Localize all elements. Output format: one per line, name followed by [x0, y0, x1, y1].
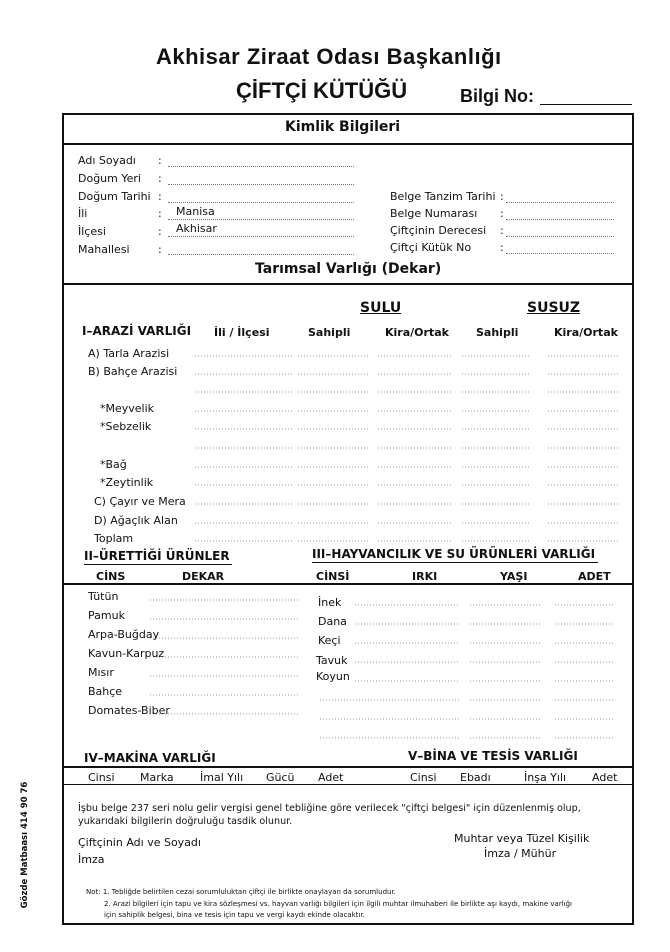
dogum-yeri-label: Doğum Yeri [78, 172, 141, 185]
col-cins: CİNS [96, 570, 126, 583]
hayvan-item: Dana [318, 615, 347, 628]
col-imal-yili: İmal Yılı [200, 771, 244, 784]
dogum-tarihi-label: Doğum Tarihi [78, 190, 151, 203]
adi-soyadi-label: Adı Soyadı [78, 154, 136, 167]
colon: : [500, 224, 504, 237]
ili-value[interactable]: Manisa [176, 205, 215, 218]
farmer-sign-label: İmza [78, 853, 105, 866]
colon: : [500, 241, 504, 254]
colon: : [158, 225, 162, 238]
col-irki: IRKI [412, 570, 438, 583]
sulu-header: SULU [360, 300, 402, 316]
farmer-name-label: Çiftçinin Adı ve Soyadı [78, 836, 201, 849]
row-bahce-arazisi: B) Bahçe Arazisi [88, 365, 178, 378]
row-agaclik-alan: D) Ağaçlık Alan [94, 514, 178, 527]
col-ebadi: Ebadı [460, 771, 491, 784]
colon: : [158, 172, 162, 185]
col-bina-adet: Adet [592, 771, 618, 784]
colon: : [158, 243, 162, 256]
muhtar-label: Muhtar veya Tüzel Kişilik [454, 832, 590, 845]
row-sebzelik: *Sebzelik [100, 420, 152, 433]
note-line1: Not: 1. Tebliğde belirtilen cezai sorumluluktan çiftçi ile birlikte onaylayan da sorumludur. [86, 888, 396, 896]
colon: : [500, 207, 504, 220]
colon: : [158, 207, 162, 220]
urun-item: Mısır [88, 666, 114, 679]
col-ili-ilcesi: İli / İlçesi [214, 326, 270, 339]
note-line3: için sahiplik belgesi, bina ve tesis için tapu ve vergi kaydı ekinde olacaktır. [104, 911, 365, 919]
row-cayir-mera: C) Çayır ve Mera [94, 495, 186, 508]
ilcesi-label: İlçesi [78, 225, 106, 238]
col-yasi: YAŞI [500, 570, 528, 583]
urun-item: Bahçe [88, 685, 123, 698]
col-makina-adet: Adet [318, 771, 344, 784]
belge-tanzim-label: Belge Tanzim Tarihi [390, 190, 496, 203]
muhtar-sign-label: İmza / Mühür [484, 847, 557, 860]
note-line2: 2. Arazi bilgileri için tapu ve kira sözleşmesi vs. hayvan varlığı bilgileri için ilgili muhtar ilmuhaberi ile birlikte aşı kaydı, makine varlığı [104, 900, 572, 908]
col-adet: ADET [578, 570, 611, 583]
colon: : [158, 190, 162, 203]
makina-title-line [62, 766, 634, 768]
row-tarla-arazisi: A) Tarla Arazisi [88, 347, 170, 360]
col-marka: Marka [140, 771, 174, 784]
hayvan-item: Koyun [316, 670, 350, 683]
susuz-header: SUSUZ [527, 300, 581, 316]
mahallesi-label: Mahallesi [78, 243, 130, 256]
urun-item: Domates-Biber [88, 704, 170, 717]
urun-item: Tütün [88, 590, 119, 603]
col-dekar: DEKAR [182, 570, 225, 583]
printer-credit: Gözde Matbaası 414 90 76 [20, 781, 30, 909]
ciftci-derecesi-label: Çiftçinin Derecesi [390, 224, 487, 237]
statement-line2: yukarıdaki bilgilerin doğruluğu tasdik olunur. [78, 816, 293, 827]
statement-line1: İşbu belge 237 seri nolu gelir vergisi genel tebliğine göre verilecek "çiftçi belgesi" için düzenlenmiş olup, [78, 803, 581, 814]
colon: : [500, 190, 504, 203]
col-hayvan-cinsi: CİNSİ [316, 570, 350, 583]
arazi-title: I–ARAZİ VARLIĞI [82, 324, 192, 338]
col-sulu-sahipli: Sahipli [308, 326, 351, 339]
row-zeytinlik: *Zeytinlik [100, 476, 154, 489]
bilgi-no-label: Bilgi No: [460, 86, 534, 106]
ili-label: İli [78, 207, 88, 220]
bina-title: V–BİNA VE TESİS VARLIĞI [408, 749, 578, 763]
row-bag: *Bağ [100, 458, 127, 471]
row-meyvelik: *Meyvelik [100, 402, 155, 415]
makina-title: IV–MAKİNA VARLIĞI [84, 751, 216, 765]
hayvancilik-underline [312, 562, 598, 563]
row-toplam: Toplam [94, 532, 134, 545]
form-subtitle: ÇİFTÇİ KÜTÜĞÜ [236, 78, 408, 103]
hayvancilik-title: III–HAYVANCILIK VE SU ÜRÜNLERİ VARLIĞI [312, 547, 596, 561]
col-gucu: Gücü [266, 771, 295, 784]
urunler-underline [84, 564, 232, 565]
col-insa-yili: İnşa Yılı [524, 771, 567, 784]
col-bina-cinsi: Cinsi [410, 771, 437, 784]
belge-numarasi-label: Belge Numarası [390, 207, 478, 220]
makina-header-line [62, 784, 634, 785]
col-susuz-sahipli: Sahipli [476, 326, 519, 339]
tarimsal-section-title: Tarımsal Varlığı (Dekar) [255, 261, 442, 277]
form-title: Akhisar Ziraat Odası Başkanlığı [156, 44, 502, 69]
hayvan-item: Tavuk [316, 654, 348, 667]
hayvan-item: Keçi [318, 634, 341, 647]
col-sulu-kira: Kira/Ortak [385, 326, 449, 339]
urunler-title: II–ÜRETTİĞİ ÜRÜNLER [84, 549, 230, 563]
ciftci-kutuk-no-label: Çiftçi Kütük No [390, 241, 472, 254]
urun-item: Pamuk [88, 609, 125, 622]
urun-item: Kavun-Karpuz [88, 647, 165, 660]
urunler-header-line [62, 583, 634, 585]
col-makina-cinsi: Cinsi [88, 771, 115, 784]
urun-item: Arpa-Buğday [88, 628, 160, 641]
ilcesi-value[interactable]: Akhisar [176, 222, 217, 235]
colon: : [158, 154, 162, 167]
kimlik-section-title: Kimlik Bilgileri [285, 119, 401, 135]
hayvan-item: İnek [318, 596, 342, 609]
col-susuz-kira: Kira/Ortak [554, 326, 618, 339]
